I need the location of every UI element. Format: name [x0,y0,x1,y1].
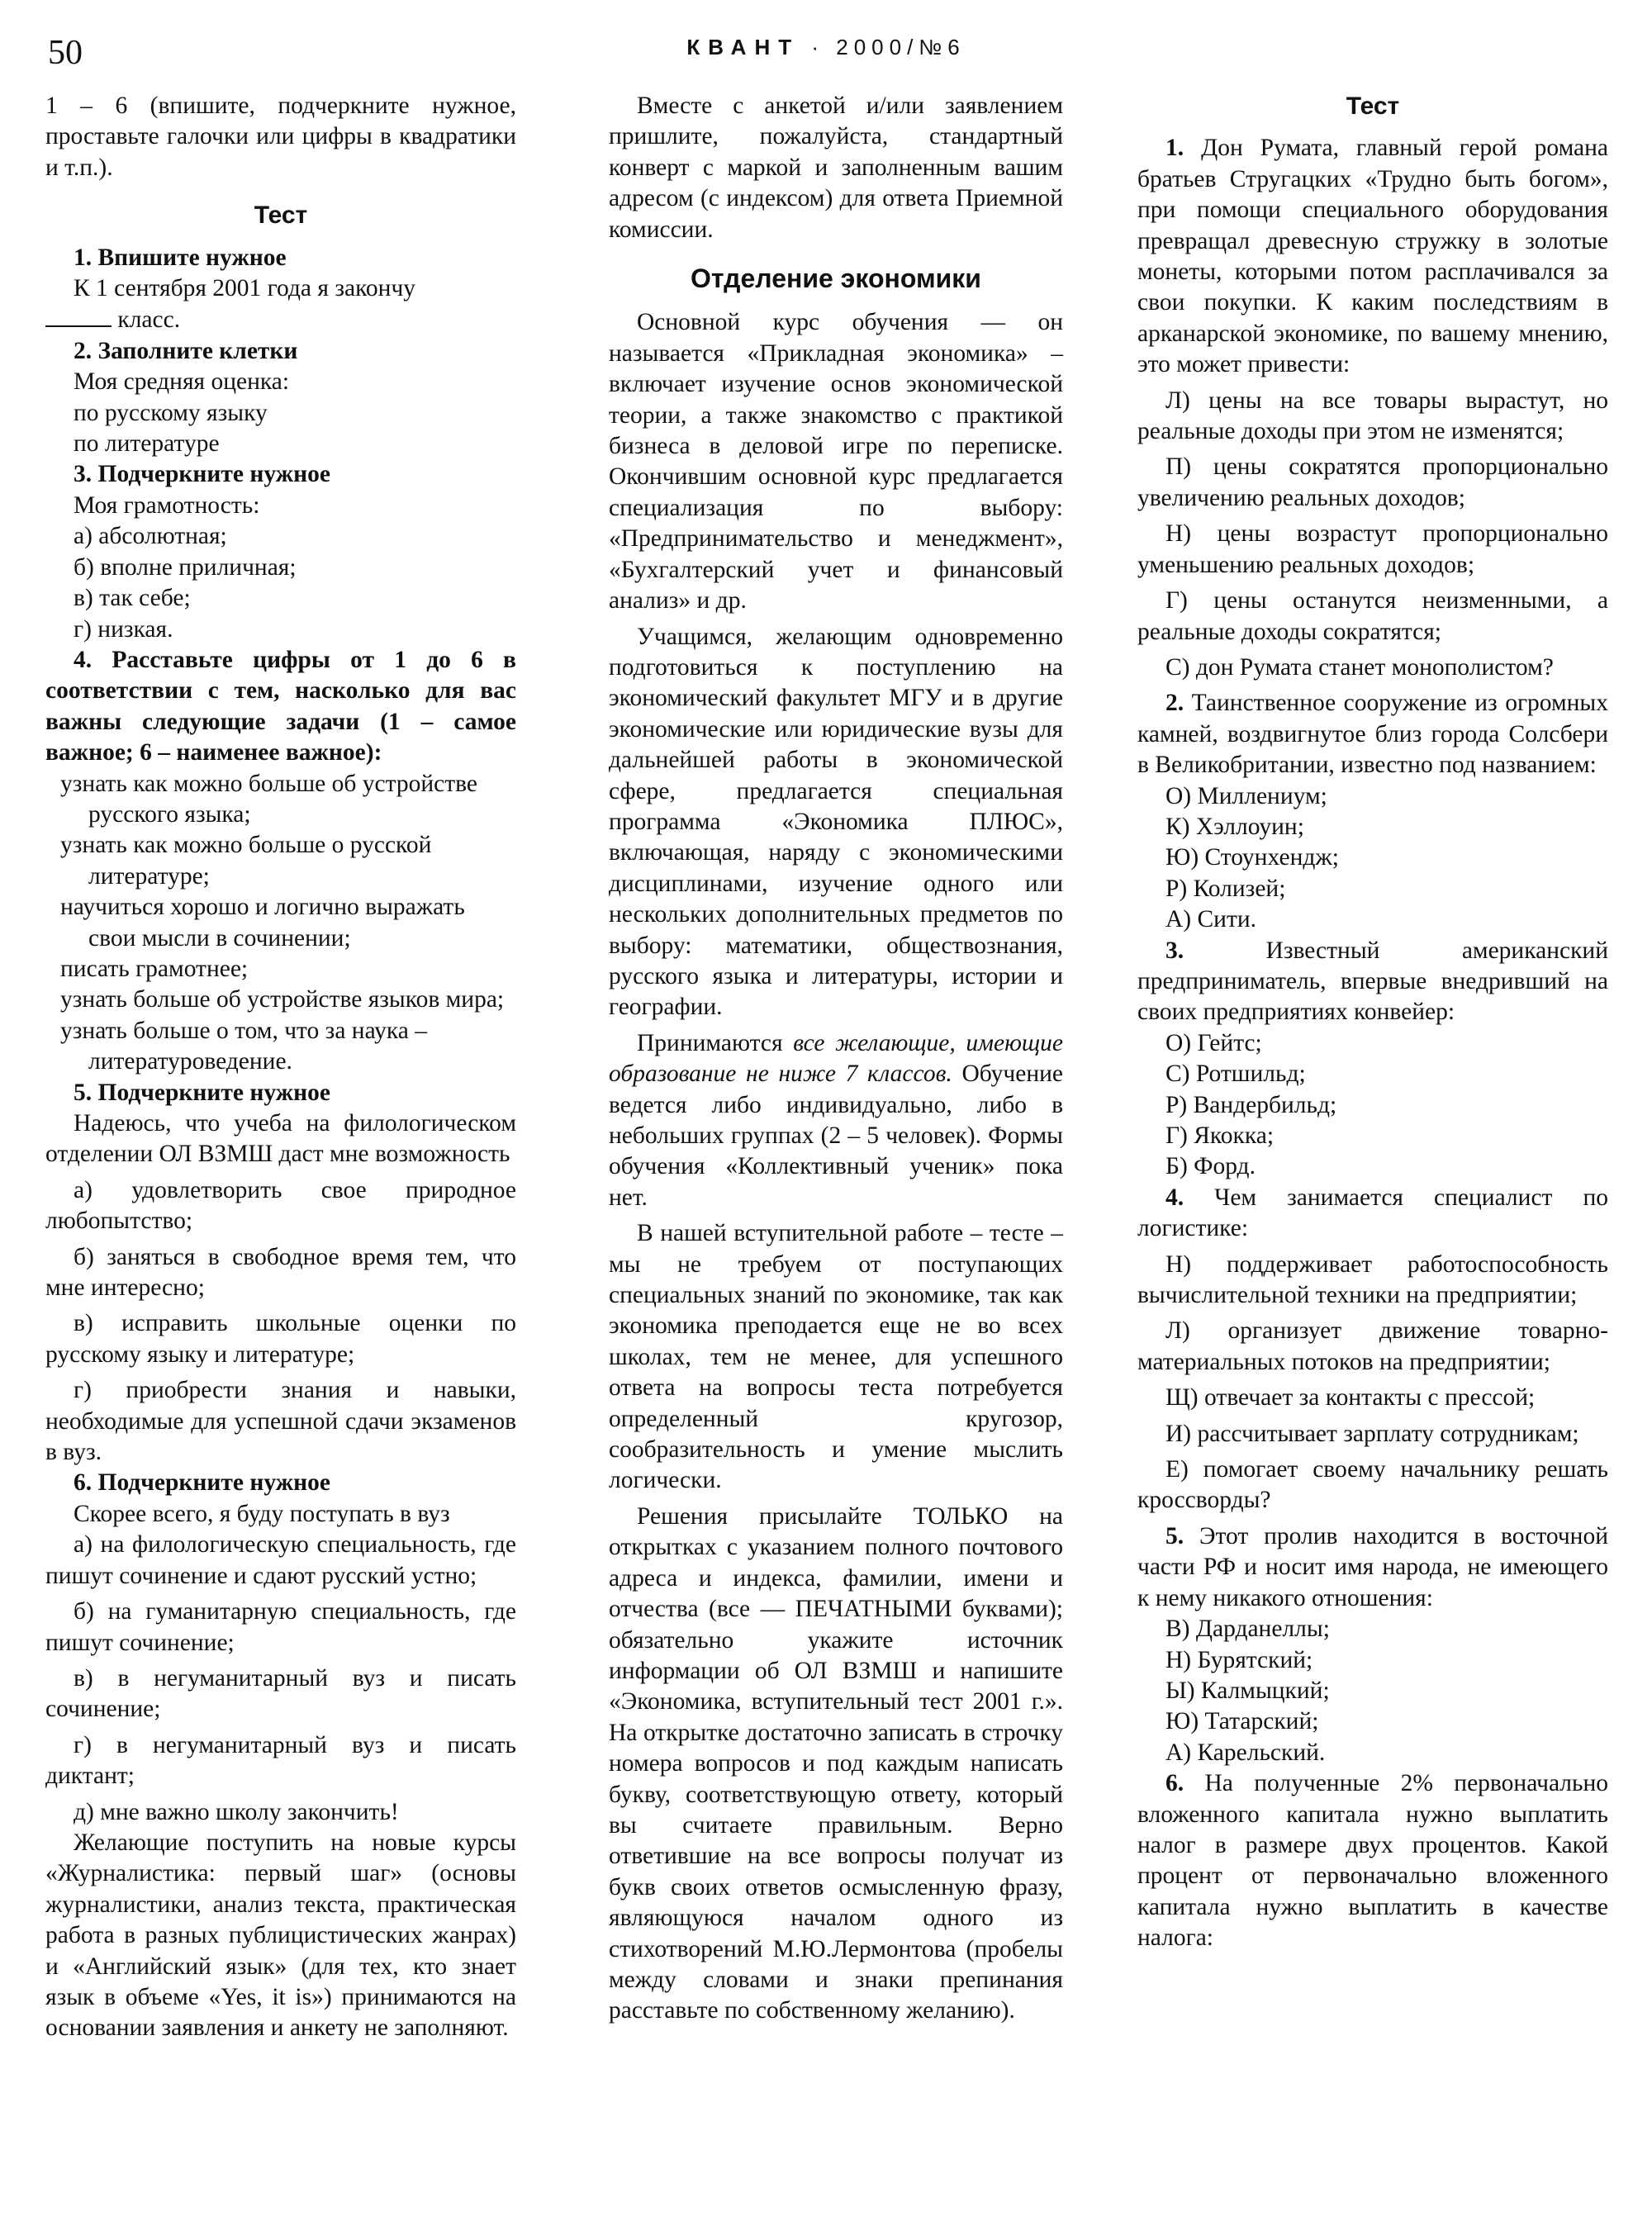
envelope-paragraph: Вместе с анкетой и/или заявлением пришлите, пожалуйста, стандартный конверт с маркой и заполненным вашим адресом (с индексом) для ответа Приемной комиссии. [609,93,1063,243]
econ-q5-option: Ы) Калмыцкий; [1165,1677,1330,1704]
econ-q3-option: Б) Форд. [1165,1153,1256,1180]
courses-paragraph: Желающие поступить на новые курсы «Журналистика: первый шаг» (основы журналистики, анализ текста, практическая работа в разных публицистических жанрах) и «Английский язык» (для тех, кто знает язык в объеме «Yes, it is») принимаются на основании заявления и анкету не заполняют. [45,1829,516,2042]
q4-item: узнать больше об устройстве языков мира; [60,986,505,1013]
econ-q1-option: Н) цены возрастут пропорционально уменьшению реальных доходов; [1137,520,1608,578]
q5-option: г) приобрести знания и навыки, необходимые для успешной сдачи экзаменов в вуз. [45,1377,516,1466]
q3-option: а) абсолютная; [74,523,227,550]
econ-q3-option: О) Гейтс; [1165,1029,1262,1056]
economics-paragraph-5: Решения присылайте ТОЛЬКО на открытках с указанием полного почтового адреса и индекса, фамилии, имени и отчества (все — ПЕЧАТНЫМИ буквами); обязательно укажите источник информации об ОЛ ВЗМШ и напишите «Экономика, вступительный тест 2001 г.». На открытке достаточно записать в строчку номера вопросов и под каждым написать букву, соответствующую ответу, который вы считаете правильным. Верно ответившие на все вопросы получат из букв своих ответов осмысленную фразу, являющуюся началом одного из стихотворений М.Ю.Лермонтова (пробелы между словами и знаки препинания расставьте по собственному желанию). [609,1502,1063,2024]
econ-q2: 2. Таинственное сооружение из огромных камней, воздвигнутое близ города Солсбери в Великобритании, известно под названием: [1137,690,1609,779]
issue-number: · 2000/№6 [811,35,966,59]
economics-paragraph-2: Учащимся, желающим одновременно подготовиться к поступлению на экономический факультет МГУ и в другие экономические или юридические вузы для дальнейшей работы в экономической сфере, предлагается специальная программа «Экономика ПЛЮС», включающая, наряду с экономическими дисциплинами, изучение одного или нескольких дополнительных предметов по выбору: математики, обществознания, русского языка и литературы, истории и географии. [609,623,1063,1021]
section-heading-economics: Отделение экономики [691,263,981,294]
econ-q4-option: И) рассчитывает зарплату сотрудникам; [1165,1420,1579,1447]
q4-item: научиться хорошо и логично выражать свои мысли в сочинении; [60,894,465,951]
q3-option: г) низкая. [74,615,173,643]
econ-q2-option: Ю) Стоунхендж; [1165,844,1339,871]
econ-q5-option: А) Карельский. [1165,1739,1326,1766]
q1-blank-line: класс. [45,304,516,335]
test-heading: Тест [254,202,308,230]
economics-test-heading: Тест [1346,93,1400,120]
econ-q2-option: О) Миллениум; [1165,782,1327,809]
q5-intro: Надеюсь, что учеба на филологическом отделении ОЛ ВЗМШ даст мне возможность [45,1110,516,1168]
econ-q1-option: П) цены сократятся пропорционально увеличению реальных доходов; [1137,453,1608,511]
economics-paragraph-1: Основной курс обучения — он называется «Прикладная экономика» – включает изучение основ экономической теории, а также знакомство с практикой бизнеса в деловой игре по переписке. Окончившим основной курс предлагается специализация по выбору: «Предпринимательство и менеджмент», «Бухгалтерский учет и финансовый анализ» и др. [609,309,1063,615]
econ-q3: 3. Известный американский предприниматель, впервые внедривший на своих предприятиях конвейер: [1137,937,1608,1026]
magazine-title: КВАНТ [686,35,800,59]
column-left [45,91,516,2044]
economics-paragraph-3: Принимаются все желающие, имеющие образование не ниже 7 классов. Обучение ведется либо индивидуально, либо в небольших группах (2 – 5 человек). Формы обучения «Коллективный ученик» пока нет. [609,1029,1063,1211]
q6-option: д) мне важно школу закончить! [74,1798,399,1825]
q3-option: в) так себе; [74,585,191,612]
q6-option: г) в негуманитарный вуз и писать диктант; [45,1731,516,1790]
econ-q1-option: Г) цены останутся неизменными, а реальные доходы сократятся; [1137,587,1608,645]
econ-q5-option: Ю) Татарский; [1165,1708,1319,1735]
intro-text: 1 – 6 (впишите, подчеркните нужное, проставьте галочки или цифры в квадратики и т.п.). [45,93,516,181]
economics-paragraph-4: В нашей вступительной работе – тесте – мы не требуем от поступающих специальных знаний по экономике, так как экономика преподается еще не во всех школах, тем не менее, для успешного ответа на вопросы теста потребуется определенный кругозор, сообразительность и умение мыслить логически. [609,1220,1063,1494]
q3-title: 3. Подчеркните нужное [74,461,330,488]
econ-q3-option: Р) Вандербильд; [1165,1091,1337,1118]
econ-q2-option: К) Хэллоуин; [1165,813,1304,840]
q4-item: писать грамотнее; [60,955,249,982]
q2-line: по литературе [74,430,220,458]
econ-q5: 5. Этот пролив находится в восточной части РФ и носит имя народа, не имеющего к нему никакого отношения: [1137,1522,1608,1611]
answer-blank[interactable] [45,304,112,327]
q6-intro: Скорее всего, я буду поступать в вуз [74,1500,450,1527]
econ-q5-option: Н) Бурятский; [1165,1646,1313,1673]
econ-q1-option: Л) цены на все товары вырастут, но реальные доходы при этом не изменятся; [1137,387,1608,445]
q2-title: 2. Заполните клетки [74,337,298,364]
page-number: 50 [48,34,83,72]
econ-q4: 4. Чем занимается специалист по логистике: [1137,1184,1608,1242]
econ-q3-option: С) Ротшильд; [1165,1061,1306,1088]
econ-q2-option: А) Сити. [1165,906,1257,933]
q2-line: Моя средняя оценка: [74,368,290,396]
column-middle [609,91,1063,2027]
econ-q1: 1. Дон Румата, главный герой романа братьев Стругацких «Трудно быть богом», при помощи специального оборудования превращал древесную стружку в золотые монеты, которыми потом расплачивался за свои покупки. К каким последствиям в арканарской экономике, по вашему мнению, это может привести: [1137,135,1609,378]
running-header [0,35,1652,60]
q5-option: б) заняться в свободное время тем, что мне интересно; [45,1243,516,1302]
econ-q1-option: С) дон Румата станет монополистом? [1165,653,1554,681]
q5-option: в) исправить школьные оценки по русскому языку и литературе; [45,1310,516,1368]
q2-line: по русскому языку [74,399,268,426]
q5-option: а) удовлетворить свое природное любопытство; [45,1176,516,1235]
q4-item: узнать больше о том, что за наука – литературоведение. [60,1017,428,1075]
q4-item: узнать как можно больше о русской литературе; [60,832,432,890]
q3-line: Моя грамотность: [74,491,260,519]
econ-q4-option: Н) поддерживает работоспособность вычислительной техники на предприятии; [1137,1250,1608,1309]
econ-q3-option: Г) Якокка; [1165,1122,1275,1149]
column-right [1137,91,1608,1954]
econ-q4-option: Л) организует движение товарно-материальных потоков на предприятии; [1137,1317,1608,1375]
q1-title: 1. Впишите нужное [74,244,287,271]
q6-option: в) в негуманитарный вуз и писать сочинение; [45,1664,516,1723]
q4-title: 4. Расставьте цифры от 1 до 6 в соответствии с тем, насколько для вас важны следующие задачи (1 – самое важное; 6 – наименее важное): [45,646,516,766]
q6-option: а) на филологическую специальность, где пишут сочинение и сдают русский устно; [45,1531,516,1589]
q3-option: б) вполне приличная; [74,553,297,581]
econ-q5-option: В) Дарданеллы; [1165,1616,1330,1643]
econ-q4-option: Е) помогает своему начальнику решать кроссворды? [1137,1456,1608,1514]
econ-q6: 6. На полученные 2% первоначально вложенного капитала нужно выплатить налог в размере двух процентов. Какой процент от первоначально вложенного капитала нужно выплатить в качестве налога: [1137,1770,1609,1952]
q1-text: К 1 сентября 2001 года я закончу [74,275,416,302]
q5-title: 5. Подчеркните нужное [74,1079,330,1106]
q4-item: узнать как можно больше об устройстве русского языка; [60,770,477,828]
q6-title: 6. Подчеркните нужное [74,1469,330,1497]
econ-q2-option: Р) Колизей; [1165,875,1286,902]
q6-option: б) на гуманитарную специальность, где пишут сочинение; [45,1598,516,1656]
econ-q4-option: Щ) отвечает за контакты с прессой; [1165,1384,1536,1412]
